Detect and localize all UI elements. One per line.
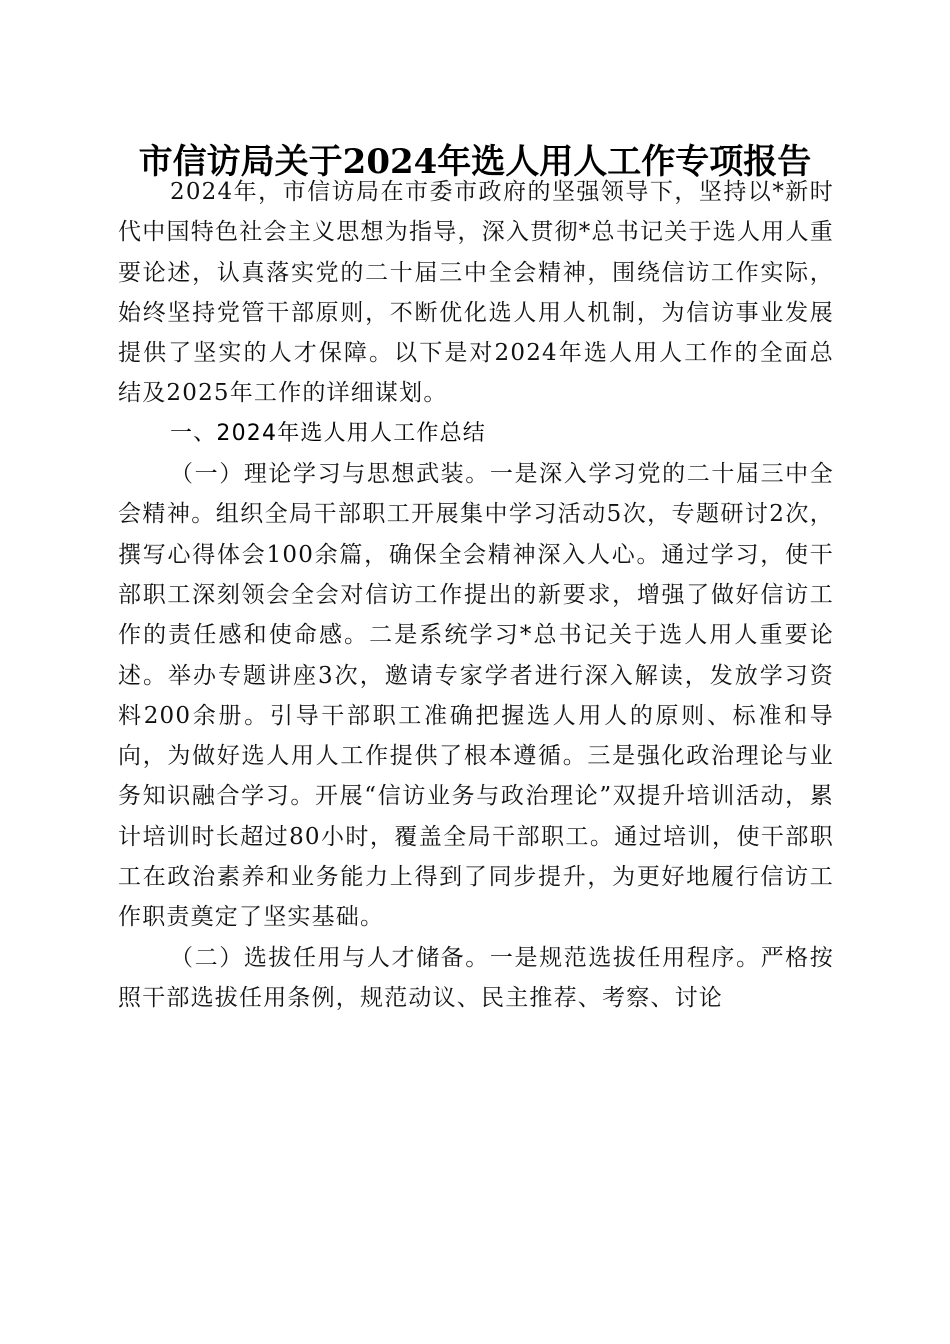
- body-paragraph: （二）选拔任用与人才储备。一是规范选拔任用程序。严格按照干部选拔任用条例，规范动议、民主推荐、考察、讨论: [118, 944, 834, 1011]
- section-heading: 一、2024年选人用人工作总结: [170, 420, 486, 446]
- intro-paragraph: 2024年，市信访局在市委市政府的坚强领导下，坚持以*新时代中国特色社会主义思想为指导，深入贯彻*总书记关于选人用人重要论述，认真落实党的二十届三中全会精神，围绕信访工作实际，始终坚持党管干部原则，不断优化选人用人机制，为信访事业发展提供了坚实的人才保障。以下是对2024年选人用人工作的全面总结及2025年工作的详细谋划。: [118, 179, 834, 407]
- document-title: 市信访局关于2024年选人用人工作专项报告: [138, 142, 812, 182]
- body-paragraph: （一）理论学习与思想武装。一是深入学习党的二十届三中全会精神。组织全局干部职工开展集中学习活动5次，专题研讨2次，撰写心得体会100余篇，确保全会精神深入人心。通过学习，使干部职工深刻领会全会对信访工作提出的新要求，增强了做好信访工作的责任感和使命感。二是系统学习*总书记关于选人用人重要论述。举办专题讲座3次，邀请专家学者进行深入解读，发放学习资料200余册。引导干部职工准确把握选人用人的原则、标准和导向，为做好选人用人工作提供了根本遵循。三是强化政治理论与业务知识融合学习。开展“信访业务与政治理论”双提升培训活动，累计培训时长超过80小时，覆盖全局干部职工。通过培训，使干部职工在政治素养和业务能力上得到了同步提升，为更好地履行信访工作职责奠定了坚实基础。: [118, 461, 834, 931]
- document-body: [118, 172, 834, 1018]
